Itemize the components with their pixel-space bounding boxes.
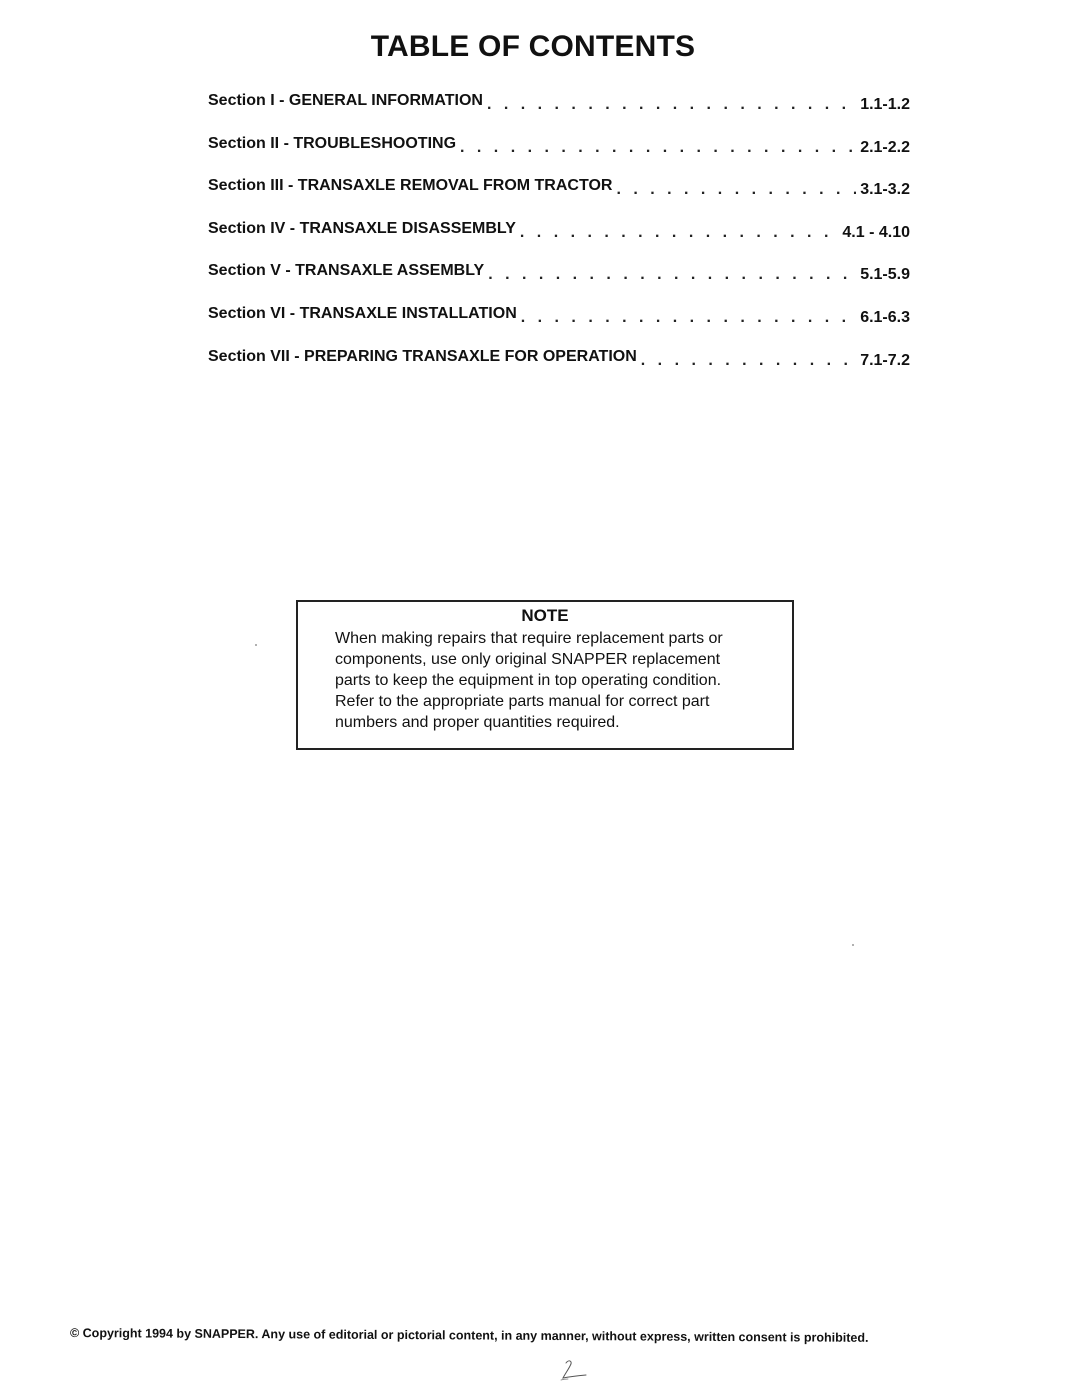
dot-leader [460, 139, 856, 157]
toc-entry-label: Section VII - PREPARING TRANSAXLE FOR OPERATION [208, 347, 637, 365]
note-line: numbers and proper quantities required. [335, 714, 620, 731]
toc-entry-label: Section IV - TRANSAXLE DISASSEMBLY [208, 219, 516, 237]
scan-speck [255, 644, 257, 646]
toc-entry-section-1[interactable] [208, 92, 910, 135]
note-title: NOTE [521, 606, 569, 625]
note-body [335, 628, 775, 733]
toc-entry-section-7[interactable] [208, 348, 910, 391]
toc-entry-section-6[interactable] [208, 305, 910, 348]
toc-entry-section-4[interactable] [208, 220, 910, 263]
table-of-contents [208, 92, 910, 390]
toc-entry-section-5[interactable] [208, 262, 910, 305]
dot-leader [616, 181, 856, 199]
page-title: TABLE OF CONTENTS [370, 30, 696, 63]
toc-entry-pages: 3.1-3.2 [860, 181, 910, 199]
note-line: Refer to the appropriate parts manual for correct part [335, 693, 710, 710]
note-box [296, 600, 794, 750]
dot-leader [487, 96, 856, 114]
toc-entry-section-3[interactable] [208, 177, 910, 220]
copyright-notice: © Copyright 1994 by SNAPPER. Any use of editorial or pictorial content, in any manner, without express, written consent is prohibited. [69, 1326, 869, 1345]
handwritten-mark-icon [556, 1357, 590, 1385]
scan-speck [852, 944, 854, 946]
note-line: parts to keep the equipment in top operating condition. [335, 672, 722, 689]
dot-leader [641, 352, 856, 370]
dot-leader [521, 309, 856, 327]
toc-entry-label: Section II - TROUBLESHOOTING [208, 134, 457, 152]
toc-entry-pages: 1.1-1.2 [860, 96, 910, 113]
toc-entry-pages: 4.1 - 4.10 [842, 223, 910, 241]
toc-entry-label: Section III - TRANSAXLE REMOVAL FROM TRACTOR [208, 177, 613, 195]
note-line: components, use only original SNAPPER replacement [335, 651, 721, 668]
dot-leader [488, 266, 856, 284]
toc-entry-label: Section I - GENERAL INFORMATION [208, 92, 483, 109]
dot-leader [520, 224, 838, 242]
toc-entry-pages: 5.1-5.9 [860, 266, 910, 284]
toc-entry-label: Section VI - TRANSAXLE INSTALLATION [208, 304, 517, 322]
toc-entry-pages: 6.1-6.3 [860, 308, 910, 326]
toc-entry-pages: 7.1-7.2 [860, 351, 910, 369]
toc-entry-label: Section V - TRANSAXLE ASSEMBLY [208, 262, 485, 280]
toc-entry-pages: 2.1-2.2 [860, 138, 910, 156]
note-line: When making repairs that require replacement parts or [335, 630, 723, 647]
toc-entry-section-2[interactable] [208, 135, 910, 178]
handwritten-page-mark [556, 1357, 590, 1390]
